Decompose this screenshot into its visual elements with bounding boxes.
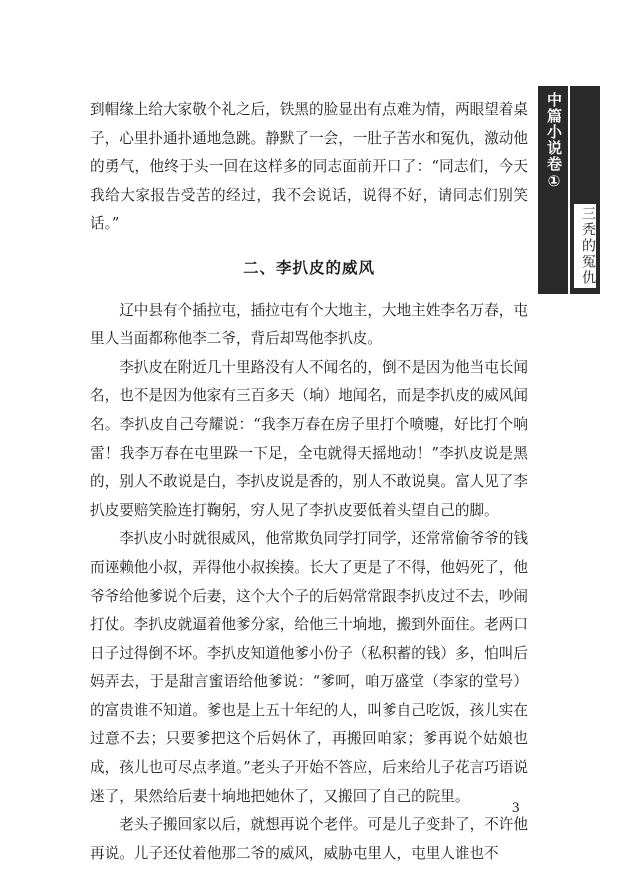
paragraph: 辽中县有个插拉屯，插拉屯有个大地主，大地主姓李名万春，屯里人当面都称他李二爷，背后却骂他李扒皮。 xyxy=(90,301,528,348)
paragraph: 老头子搬回家以后，就想再说个老伴。可是儿子变卦了，不许他再说。儿子还仗着他那二爷的威风，威胁屯里人，屯里人谁也不 xyxy=(90,816,528,862)
section-heading: 二、李扒皮的威风 xyxy=(242,258,375,277)
tab-divider xyxy=(568,86,570,294)
page-body xyxy=(90,96,528,868)
page-number: 3 xyxy=(512,800,520,816)
series-label: 中篇小说卷① xyxy=(545,92,563,191)
paragraph: 李扒皮小时就很威风，他常欺负同学打同学，还常常偷爷爷的钱而诬赖他小叔，弄得他小叔挨揍。长大了更是了不得，他妈死了，他爷爷给他爹说个后妻，这个大个子的后妈常常跟李扒皮过不去，吵闹打仗。李扒皮就逼着他爹分家，给他三十垧地，搬到外面住。老两口日子过得倒不坏。李扒皮知道他爹小份子（私积蓄的钱）多，怕叫后妈弄去，于是甜言蜜语给他爹说：“爹呵，咱万盛堂（李家的堂号）的富贵谁不知道。爹也是上五十年纪的人，叫爹自己吃饭，孩儿实在过意不去；只要爹把这个后妈休了，再搬回咱家；爹再说个姑娘也成，孩儿也可尽点孝道。”老头子开始不答应，后来给儿子花言巧语说迷了，果然给后妻十垧地把她休了，又搬回了自己的院里。 xyxy=(90,530,528,805)
story-title-label: 三秃的冤仇 xyxy=(574,204,596,288)
section-side-tab xyxy=(538,86,600,294)
paragraph: 到帽缘上给大家敬个礼之后，铁黑的脸显出有点难为情，两眼望着桌子，心里扑通扑通地急跳。静默了一会，一肚子苦水和冤仇，激动他的勇气，他终于头一回在这样多的同志面前开口了：“同志们，今天我给大家报告受苦的经过，我不会说话，说得不好，请同志们别笑话。” xyxy=(90,101,528,233)
paragraph: 李扒皮在附近几十里路没有人不闻名的，倒不是因为他当屯长闻名，也不是因为他家有三百多天（垧）地闻名，而是李扒皮的威风闻名。李扒皮自己夸耀说：“我李万春在房子里打个喷嚏，好比打个响雷！我李万春在屯里跺一下足，全屯就得天摇地动！”李扒皮说是黑的，别人不敢说是白，李扒皮说是香的，别人不敢说臭。富人见了李扒皮要赔笑脸连打鞠躬，穷人见了李扒皮要低着头望自己的脚。 xyxy=(90,358,528,519)
